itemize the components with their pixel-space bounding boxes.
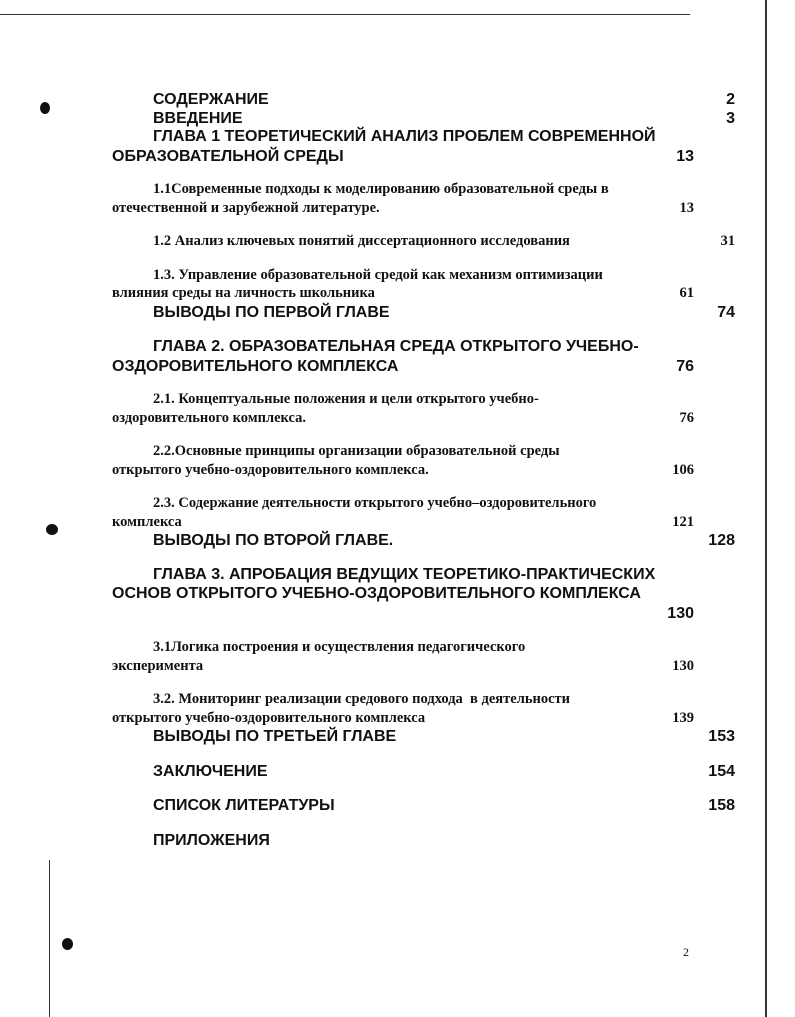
toc-page: 128 <box>708 532 735 549</box>
toc-label: ВЫВОДЫ ПО ТРЕТЬЕЙ ГЛАВЕ <box>153 728 397 745</box>
toc-page: 121 <box>672 513 694 530</box>
toc-entry-chapter-1[interactable] <box>112 127 694 166</box>
toc-label: ЗАКЛЮЧЕНИЕ <box>153 762 268 780</box>
toc-entry-section-3-1[interactable] <box>112 638 694 675</box>
toc-entry-section-2-3[interactable] <box>112 494 694 531</box>
toc-label-line1: 2.2.Основные принципы организации образовательной среды <box>153 443 560 459</box>
toc-label-line1: ГЛАВА 3. АПРОБАЦИЯ ВЕДУЩИХ ТЕОРЕТИКО-ПРАКТИЧЕСКИХ <box>153 565 656 583</box>
toc-entry-intro[interactable] <box>112 109 735 129</box>
toc-entry-chapter-2[interactable] <box>112 337 694 376</box>
toc-label-line1: 2.1. Концептуальные положения и цели открытого учебно- <box>153 391 539 407</box>
toc-page: 158 <box>708 797 735 814</box>
punch-hole-middle <box>46 524 58 535</box>
toc-label-line2: открытого учебно-оздоровительного комплекса <box>112 709 426 726</box>
page-number: 2 <box>683 945 689 959</box>
toc-label-line2: ОЗДОРОВИТЕЛЬНОГО КОМПЛЕКСА <box>112 357 399 375</box>
punch-hole-bottom <box>62 938 73 950</box>
toc-label-line2: эксперимента <box>112 657 204 674</box>
toc-label: СПИСОК ЛИТЕРАТУРЫ <box>153 797 335 814</box>
table-of-contents <box>112 90 735 850</box>
toc-label-line2: комплекса <box>112 513 182 530</box>
toc-page: 74 <box>717 303 735 321</box>
toc-page: 106 <box>672 461 694 478</box>
toc-label-line1: 1.1Современные подходы к моделированию образовательной среды в <box>153 181 609 197</box>
toc-entry-section-1-3[interactable] <box>112 266 694 303</box>
toc-label: ВВЕДЕНИЕ <box>153 109 243 127</box>
toc-page: 76 <box>679 409 694 426</box>
toc-label-line2: ОБРАЗОВАТЕЛЬНОЙ СРЕДЫ <box>112 147 344 165</box>
toc-entry-chapter-3[interactable] <box>112 565 694 624</box>
toc-label-line1: 1.3. Управление образовательной средой как механизм оптимизации <box>153 266 603 283</box>
toc-label-line2: открытого учебно-оздоровительного комплекса. <box>112 461 429 478</box>
toc-entry-references[interactable] <box>112 796 735 816</box>
toc-entry-section-3-2[interactable] <box>112 690 694 727</box>
toc-label: ВЫВОДЫ ПО ПЕРВОЙ ГЛАВЕ <box>153 303 390 321</box>
scan-right-edge <box>765 0 767 1017</box>
toc-page: 154 <box>708 762 735 780</box>
toc-label-line1: ГЛАВА 1 ТЕОРЕТИЧЕСКИЙ АНАЛИЗ ПРОБЛЕМ СОВРЕМЕННОЙ <box>153 128 656 145</box>
toc-page: 130 <box>667 604 694 622</box>
toc-page: 31 <box>720 233 735 249</box>
toc-page: 13 <box>679 199 694 216</box>
punch-hole-top <box>40 102 50 114</box>
toc-label-line2: оздоровительного комплекса. <box>112 409 307 426</box>
toc-page: 2 <box>726 91 735 108</box>
toc-entry-section-1-2[interactable] <box>112 232 735 251</box>
toc-page: 61 <box>679 285 694 301</box>
toc-label-line2: влияния среды на личность школьника <box>112 285 375 301</box>
scan-top-line <box>0 14 690 15</box>
toc-entry-conclusions-1[interactable] <box>112 303 735 323</box>
toc-page: 130 <box>672 657 694 674</box>
toc-page: 76 <box>676 357 694 375</box>
toc-label: 1.2 Анализ ключевых понятий диссертационного исследования <box>153 233 570 249</box>
toc-label-line2: отечественной и зарубежной литературе. <box>112 199 380 216</box>
toc-label-line1: 2.3. Содержание деятельности открытого учебно–оздоровительного <box>153 495 597 511</box>
toc-label: ПРИЛОЖЕНИЯ <box>153 831 270 849</box>
toc-page: 139 <box>672 709 694 726</box>
toc-label-line1: 3.1Логика построения и осуществления педагогического <box>153 639 526 655</box>
toc-entry-section-1-1[interactable] <box>112 180 694 217</box>
toc-label: СОДЕРЖАНИЕ <box>153 91 269 108</box>
toc-entry-conclusions-2[interactable] <box>112 531 735 551</box>
scan-left-line <box>49 860 50 1017</box>
toc-entry-conclusion[interactable] <box>112 762 735 782</box>
toc-entry-section-2-1[interactable] <box>112 390 694 427</box>
toc-label-line1: 3.2. Мониторинг реализации средового подхода в деятельности <box>153 691 571 707</box>
toc-page: 3 <box>726 109 735 127</box>
toc-entry-conclusions-3[interactable] <box>112 727 735 747</box>
toc-label-line2: ОСНОВ ОТКРЫТОГО УЧЕБНО-ОЗДОРОВИТЕЛЬНОГО КОМПЛЕКСА <box>112 585 641 602</box>
toc-entry-contents[interactable] <box>112 90 735 110</box>
toc-label-line1: ГЛАВА 2. ОБРАЗОВАТЕЛЬНАЯ СРЕДА ОТКРЫТОГО УЧЕБНО- <box>153 338 639 355</box>
toc-entry-section-2-2[interactable] <box>112 442 694 479</box>
toc-entry-appendix[interactable] <box>112 831 735 851</box>
toc-label: ВЫВОДЫ ПО ВТОРОЙ ГЛАВЕ. <box>153 532 394 549</box>
toc-page: 153 <box>708 728 735 745</box>
toc-page: 13 <box>676 147 694 165</box>
